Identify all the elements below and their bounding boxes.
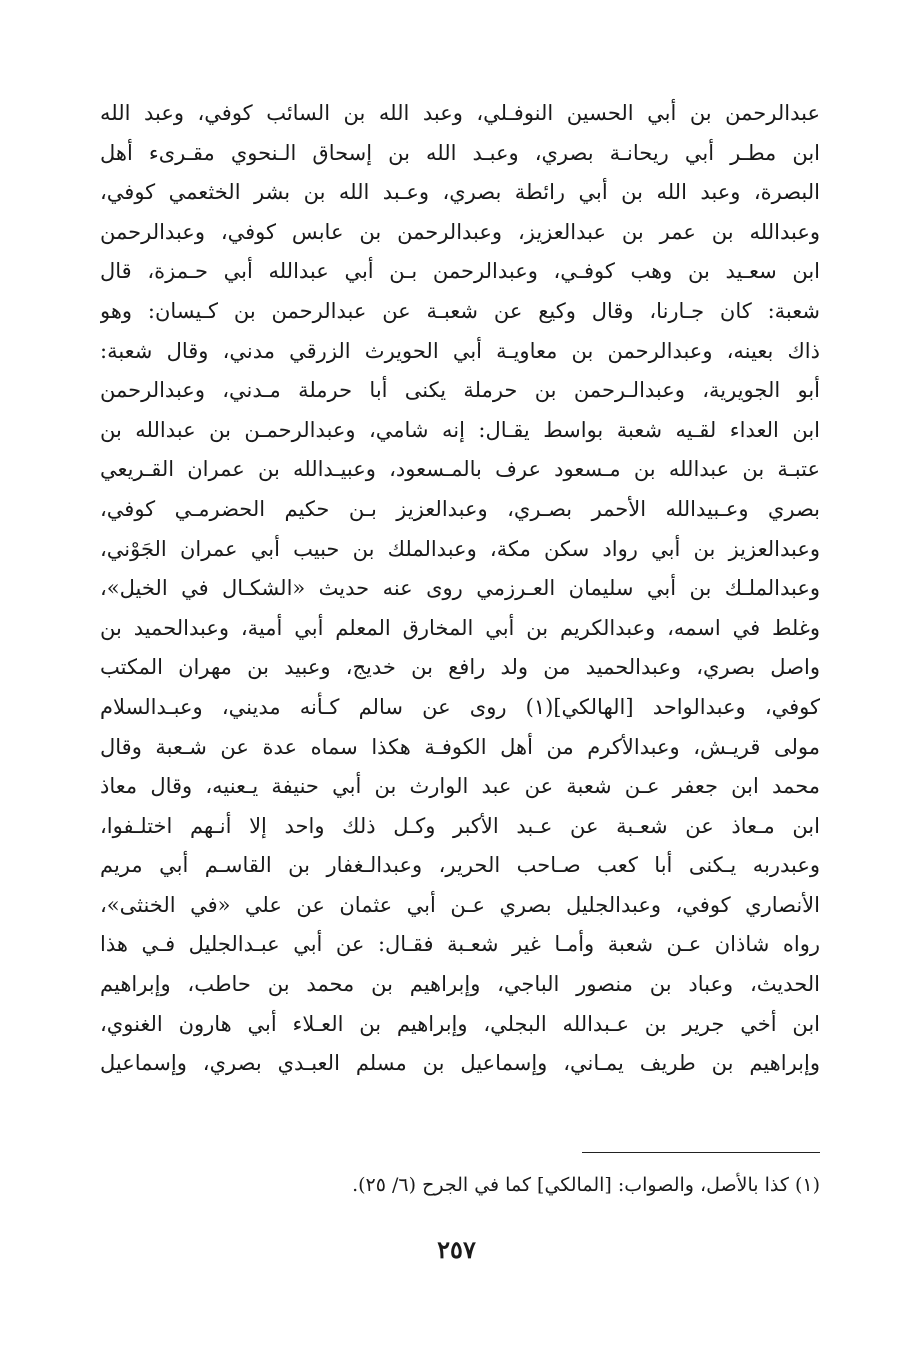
text-line: مولى قريـش، وعبدالأكرم من أهل الكوفـة هكذا سماه عدة عن شـعبة وقال [100,734,820,759]
text-line: الأنصاري كوفي، وعبدالجليل بصري عـن أبي عثمان عن علي «في الخنثى»، [100,892,820,917]
text-line: وإبراهيم بن طريف يمـاني، وإسماعيل بن مسلم العبـدي بصري، وإسماعيل [100,1051,820,1076]
text-line: الحديث، وعباد بن منصور الباجي، وإبراهيم بن محمد بن حاطب، وإبراهيم [100,972,820,997]
text-line: شعبة: كان جـارنا، وقال وكيع عن شعبـة عن عبدالرحمن بن كـيسان: وهو [100,298,820,323]
text-line: ابن مـعاذ عن شعـبة عن عـبد الأكبر وكـل ذلك واحد إلا أنـهم اختلـفوا، [100,813,820,838]
text-line: واصل بصري، وعبدالحميد من ولد رافع بن خديج، وعبيد بن مهران المكتب [100,655,820,680]
text-line: بصري وعـبيدالله الأحمر بصـري، وعبدالعزيز بـن حكيم الحضرمـي كوفي، [100,496,820,521]
text-line: ابن أخي جرير بن عـبدالله البجلي، وإبراهيم بن العـلاء أبي هارون الغنوي، [100,1011,820,1036]
text-line: محمد ابن جعفر عـن شعبة عن عبد الوارث بن أبي حنيفة يـعنيه، وقال معاذ [100,774,820,799]
page-number: ٢٥٧ [437,1235,476,1264]
footnote-separator [582,1152,820,1153]
text-line: وعبدالملـك بن أبي سليمان العـرزمي روى عنه حديث «الشكـال في الخيل»، [100,576,820,601]
text-line: ابن العداء لقـيه شعبة بواسط يقـال: إنه شامي، وعبدالرحمـن بن عبدالله بن [100,417,820,442]
footnote: (١) كذا بالأصل، والصواب: [المالكي] كما في الجرح (٦/ ٢٥). [352,1174,820,1196]
text-line: وعبدالعزيز بن أبي رواد سكن مكة، وعبدالملك بن حبيب أبي عمران الجَوْني، [100,536,820,561]
text-line: رواه شاذان عـن شعبة وأمـا غير شعـبة فقـال: عن أبي عبـدالجليل فـي هذا [100,932,820,957]
text-line: ابن سعـيد بن وهب كوفـي، وعبدالرحمن بـن أبي عبدالله أبي حـمزة، قال [100,259,820,284]
text-line: وعبدالله بن عمر بن عبدالعزيز، وعبدالرحمن بن عابس كوفي، وعبدالرحمن [100,219,820,244]
text-line: أبو الجويرية، وعبدالـرحمن بن حرملة يكنى أبا حرملة مـدني، وعبدالرحمن [100,378,820,403]
text-line: عتبـة بن عبدالله بن مـسعود عرف بالمـسعود، وعبيـدالله بن عمران القـريعي [100,457,820,482]
text-line: وعبدربه يـكنى أبا كعب صـاحب الحرير، وعبدالـغفار بن القاسـم أبي مريم [100,853,820,878]
text-line: ذاك بعينه، وعبدالرحمن بن معاويـة أبي الحويرث الزرقي مدني، وقال شعبة: [100,338,820,363]
text-line: البصرة، وعبد الله بن أبي رائطة بصري، وعـبد الله بن بشر الخثعمي كوفي، [100,180,820,205]
text-line: كوفي، وعبدالواحد [الهالكي](١) روى عن سالم كـأنه مديني، وعبـدالسلام [100,694,820,719]
text-line: وغلط في اسمه، وعبدالكريم بن أبي المخارق المعلم أبي أمية، وعبدالحميد بن [100,615,820,640]
text-line: عبدالرحمن بن أبي الحسين النوفـلي، وعبد الله بن السائب كوفي، وعبد الله [100,101,820,125]
main-text-block [100,94,820,1084]
text-line: ابن مطـر أبي ريحانـة بصري، وعبـد الله بن إسحاق الـنحوي مقـرىء أهل [100,140,820,165]
